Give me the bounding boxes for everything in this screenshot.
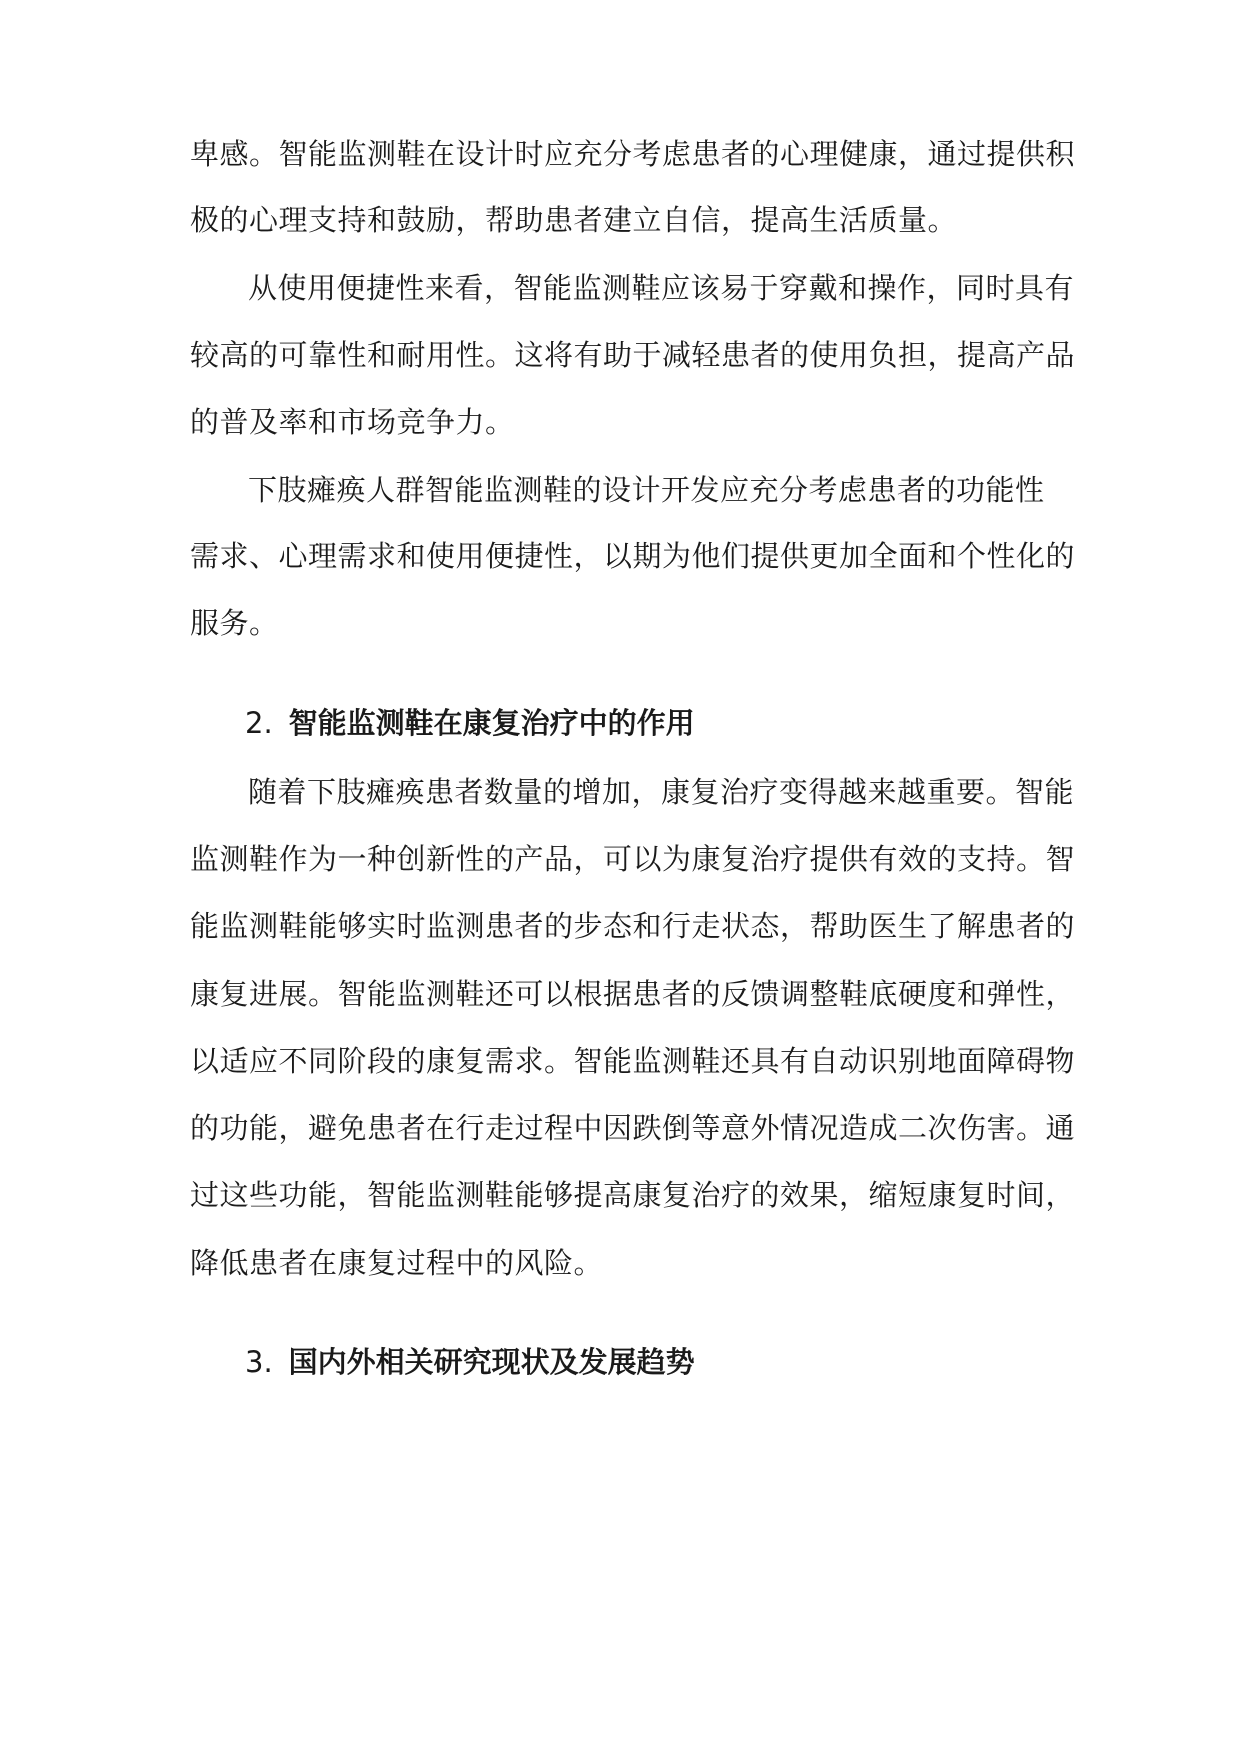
paragraph-4-line-3: 能监测鞋能够实时监测患者的步态和行走状态，帮助医生了解患者的 — [190, 909, 1076, 943]
paragraph-3-line-2: 需求、心理需求和使用便捷性，以期为他们提供更加全面和个性化的 — [190, 539, 1076, 573]
paragraph-4-line-2: 监测鞋作为一种创新性的产品，可以为康复治疗提供有效的支持。智 — [190, 842, 1076, 876]
paragraph-4-line-8: 降低患者在康复过程中的风险。 — [190, 1246, 604, 1280]
section-title: 国内外相关研究现状及发展趋势 — [288, 1345, 695, 1379]
paragraph-3-line-3: 服务。 — [190, 606, 279, 640]
section-heading-2 — [245, 703, 695, 743]
paragraph-4-line-4: 康复进展。智能监测鞋还可以根据患者的反馈调整鞋底硬度和弹性， — [190, 977, 1076, 1011]
paragraph-2-line-2: 较高的可靠性和耐用性。这将有助于减轻患者的使用负担，提高产品 — [190, 338, 1076, 372]
section-title: 智能监测鞋在康复治疗中的作用 — [288, 706, 695, 740]
section-heading-3 — [245, 1342, 695, 1382]
paragraph-4-line-6: 的功能，避免患者在行走过程中因跌倒等意外情况造成二次伤害。通 — [190, 1111, 1076, 1145]
paragraph-1-line-1: 卑感。智能监测鞋在设计时应充分考虑患者的心理健康，通过提供积 — [190, 137, 1076, 171]
paragraph-4-line-5: 以适应不同阶段的康复需求。智能监测鞋还具有自动识别地面障碍物 — [190, 1044, 1076, 1078]
paragraph-4-line-7: 过这些功能，智能监测鞋能够提高康复治疗的效果，缩短康复时间， — [190, 1178, 1076, 1212]
paragraph-4-line-1: 随着下肢瘫痪患者数量的增加，康复治疗变得越来越重要。智能 — [248, 775, 1075, 809]
paragraph-2-line-1: 从使用便捷性来看，智能监测鞋应该易于穿戴和操作，同时具有 — [248, 271, 1075, 305]
paragraph-2-line-3: 的普及率和市场竞争力。 — [190, 405, 515, 439]
section-number: 2. — [245, 706, 273, 740]
section-number: 3. — [245, 1345, 273, 1379]
paragraph-3-line-1: 下肢瘫痪人群智能监测鞋的设计开发应充分考虑患者的功能性 — [248, 473, 1045, 507]
paragraph-1-line-2: 极的心理支持和鼓励，帮助患者建立自信，提高生活质量。 — [190, 203, 958, 237]
